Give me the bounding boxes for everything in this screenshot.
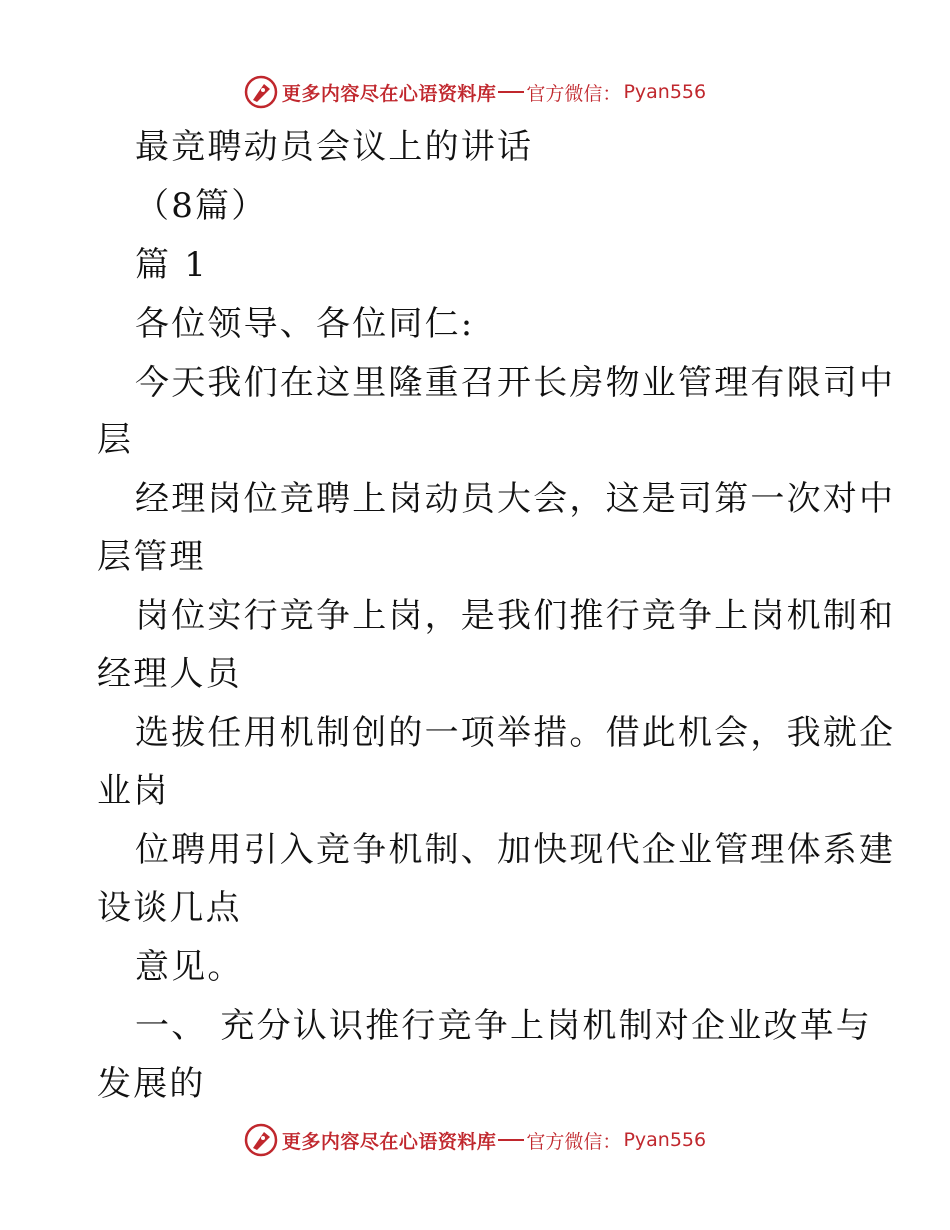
document-title: 最竞聘动员会议上的讲话 <box>135 127 534 167</box>
watermark-header <box>0 72 950 112</box>
watermark-text: 更多内容尽在心语资料库 <box>281 1130 497 1153</box>
section-heading: 篇 1 <box>135 245 209 285</box>
paragraph-line: 选拔任用机制创的一项举措。借此机会，我就企 <box>135 713 896 753</box>
watermark-wechat-id: Pyan556 <box>623 81 707 103</box>
paragraph-line: 位聘用引入竞争机制、加快现代企业管理体系建 <box>135 830 896 870</box>
pen-nib-logo-icon <box>244 75 278 109</box>
paragraph-line: 意见。 <box>135 947 244 987</box>
paragraph-line: 层管理 <box>97 537 206 577</box>
paragraph-line: 层 <box>97 420 134 460</box>
watermark-text: 更多内容尽在心语资料库 <box>281 82 497 105</box>
pen-nib-logo-icon <box>244 1123 278 1157</box>
paragraph-line: 今天我们在这里隆重召开长房物业管理有限司中 <box>135 363 896 403</box>
document-subtitle: （8篇） <box>135 186 268 226</box>
paragraph-line: 业岗 <box>97 771 170 811</box>
watermark-dash <box>498 1139 524 1141</box>
section-heading-line: 一、 充分认识推行竞争上岗机制对企业改革与 <box>135 1006 873 1046</box>
paragraph-line: 岗位实行竞争上岗，是我们推行竞争上岗机制和 <box>135 596 896 636</box>
salutation: 各位领导、各位同仁: <box>135 304 475 344</box>
paragraph-line: 经理岗位竞聘上岗动员大会，这是司第一次对中 <box>135 479 896 519</box>
paragraph-line: 设谈几点 <box>97 888 242 928</box>
paragraph-line: 发展的 <box>97 1064 206 1104</box>
watermark-dash <box>498 91 524 93</box>
paragraph-line: 经理人员 <box>97 654 242 694</box>
watermark-wechat-id: Pyan556 <box>623 1129 707 1151</box>
watermark-wechat-label: 官方微信： <box>526 82 622 105</box>
watermark-wechat-label: 官方微信： <box>526 1130 622 1153</box>
watermark-footer <box>0 1120 950 1160</box>
